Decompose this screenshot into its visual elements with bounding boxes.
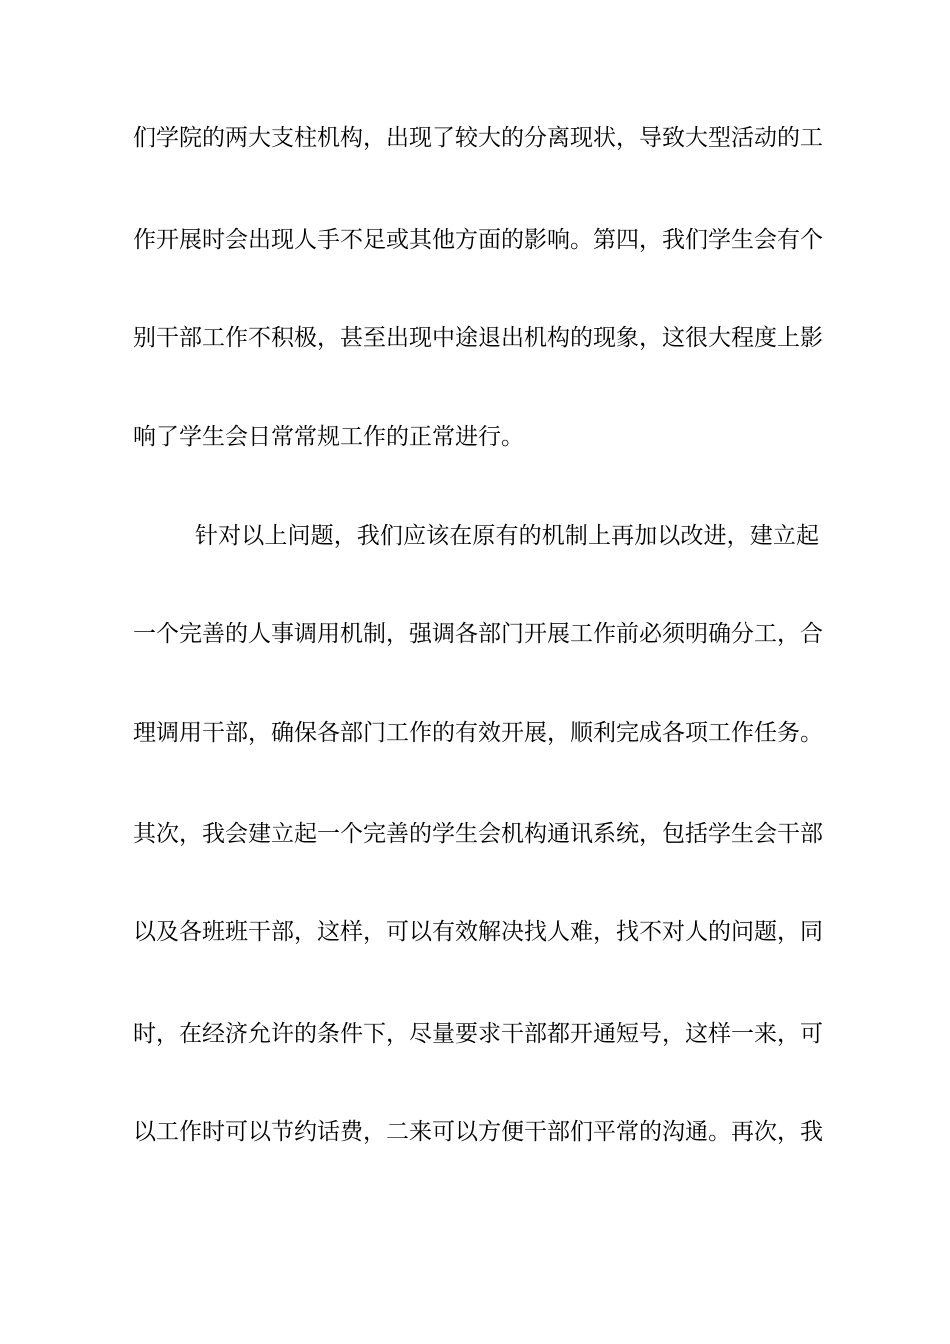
- paragraph-line: 们学院的两大支柱机构，出现了较大的分离现状，导致大型活动的工: [133, 125, 823, 151]
- paragraph-line: 时，在经济允许的条件下，尽量要求干部都开通短号，这样一来，可: [133, 1021, 823, 1047]
- paragraph-line: 别干部工作不积极，甚至出现中途退出机构的现象，这很大程度上影: [133, 325, 823, 351]
- paragraph-line: 以工作时可以节约话费，二来可以方便干部们平常的沟通。再次，我: [133, 1119, 823, 1145]
- paragraph-line: 一个完善的人事调用机制，强调各部门开展工作前必须明确分工，合: [133, 621, 823, 647]
- paragraph-line: 针对以上问题，我们应该在原有的机制上再加以改进，建立起: [195, 523, 819, 549]
- paragraph-line: 理调用干部，确保各部门工作的有效开展，顺利完成各项工作任务。: [133, 720, 823, 746]
- paragraph-line: 以及各班班干部，这样，可以有效解决找人难，找不对人的问题，同: [133, 919, 823, 945]
- paragraph-line: 其次，我会建立起一个完善的学生会机构通讯系统，包括学生会干部: [133, 821, 823, 847]
- paragraph-line: 作开展时会出现人手不足或其他方面的影响。第四，我们学生会有个: [133, 227, 823, 253]
- paragraph-line: 响了学生会日常常规工作的正常进行。: [133, 424, 524, 450]
